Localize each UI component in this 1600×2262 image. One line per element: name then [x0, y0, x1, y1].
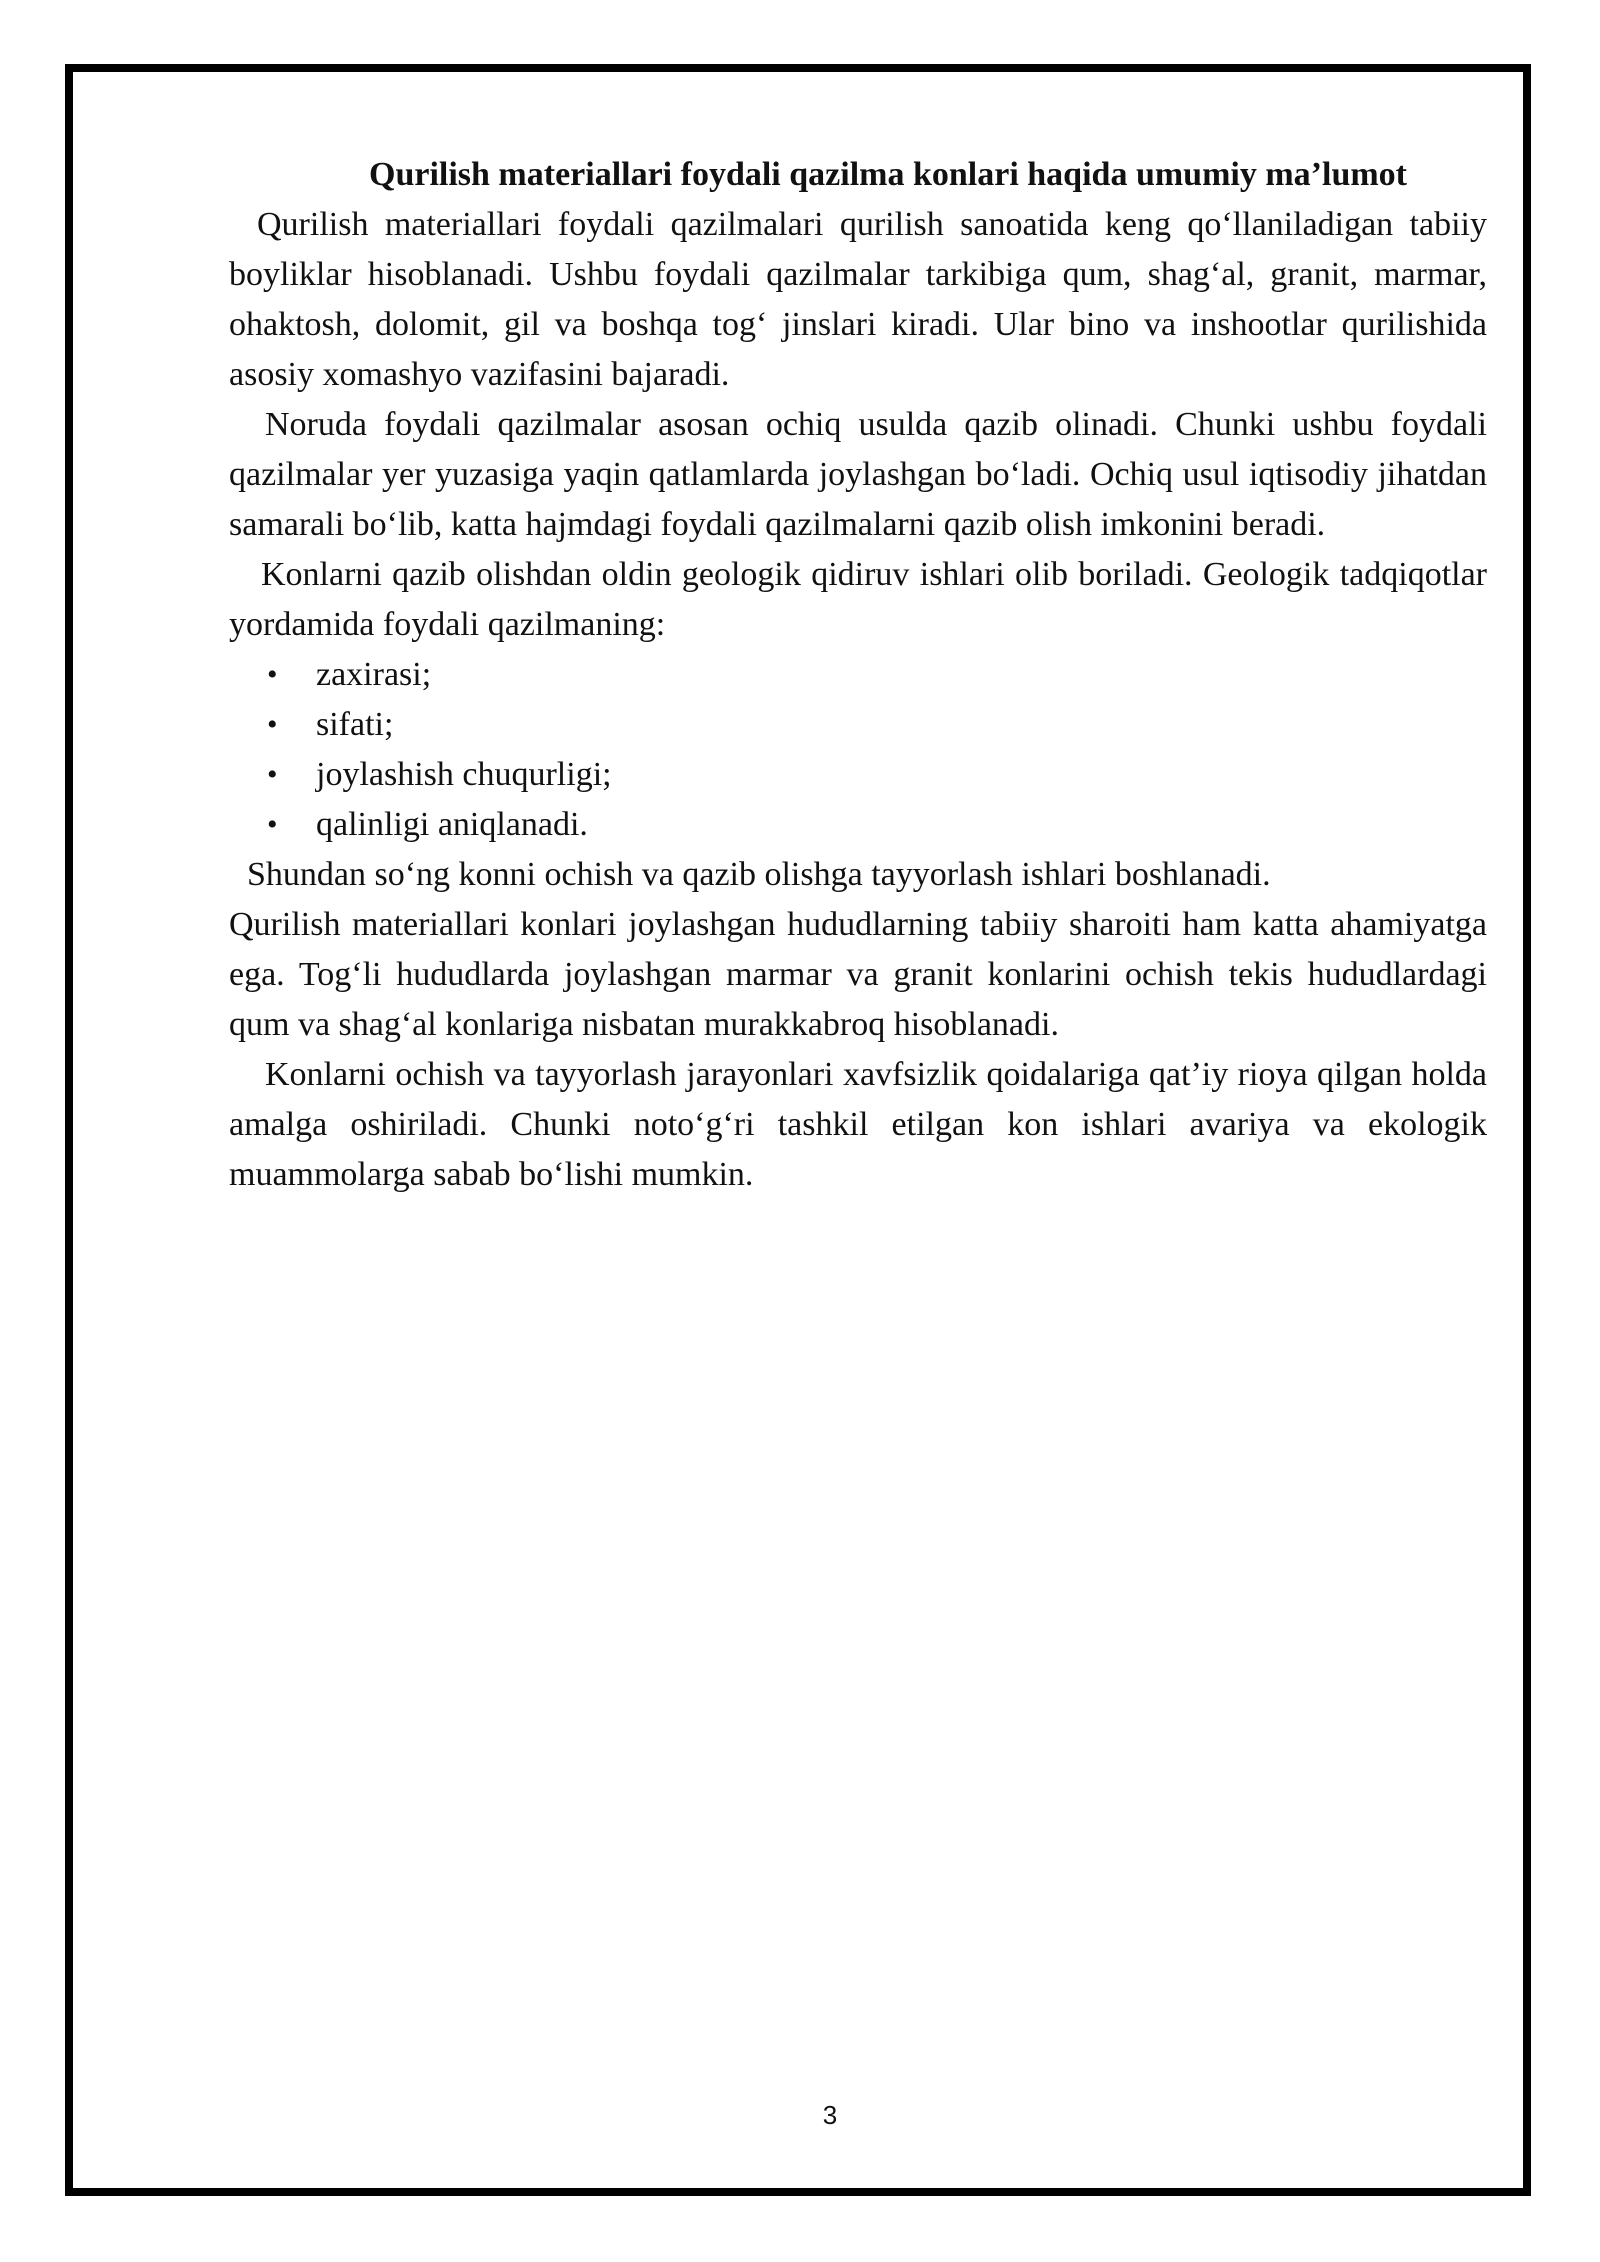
bullet-icon: • [267, 808, 278, 841]
list-item [229, 800, 1487, 850]
bullet-icon: • [267, 658, 278, 691]
page-number: 3 [822, 2100, 838, 2130]
bullet-list [229, 650, 1487, 850]
paragraph-terrain: Qurilish materiallari konlari joylashgan hududlarning tabiiy sharoiti ham katta ahamiyatga ega. Tog‘li hududlarda joylashgan marmar va granit konlarini ochish tekis hududlardagi qum va shag‘al konlariga nisbatan murakkabroq hisoblanadi. [229, 906, 1487, 1043]
paragraph-geology: Konlarni qazib olishdan oldin geologik qidiruv ishlari olib boriladi. Geologik tadqiqotlar yordamida foydali qazilmaning: [229, 556, 1487, 643]
paragraph-next-steps: Shundan so‘ng konni ochish va qazib olishga tayyorlash ishlari boshlanadi. [247, 856, 1271, 893]
list-item [229, 750, 1487, 800]
list-item-text: sifati; [316, 706, 394, 743]
list-item [229, 650, 1487, 700]
list-item-text: joylashish chuqurligi; [316, 756, 612, 793]
document-body [229, 150, 1487, 1200]
document-title: Qurilish materiallari foydali qazilma konlari haqida umumiy ma’lumot [369, 156, 1407, 193]
paragraph-open-pit: Noruda foydali qazilmalar asosan ochiq usulda qazib olinadi. Chunki ushbu foydali qazilmalar yer yuzasiga yaqin qatlamlarda joylashgan bo‘ladi. Ochiq usul iqtisodiy jihatdan samarali bo‘lib, katta hajmdagi foydali qazilmalarni qazib olish imkonini beradi. [229, 406, 1487, 543]
list-item-text: zaxirasi; [316, 656, 432, 693]
list-item-text: qalinligi aniqlanadi. [316, 806, 588, 843]
paragraph-safety: Konlarni ochish va tayyorlash jarayonlari xavfsizlik qoidalariga qat’iy rioya qilgan holda amalga oshiriladi. Chunki noto‘g‘ri tashkil etilgan kon ishlari avariya va ekologik muammolarga sabab bo‘lishi mumkin. [229, 1056, 1487, 1193]
paragraph-intro: Qurilish materiallari foydali qazilmalari qurilish sanoatida keng qo‘llaniladigan tabiiy boyliklar hisoblanadi. Ushbu foydali qazilmalar tarkibiga qum, shag‘al, granit, marmar, ohaktosh, dolomit, gil va boshqa tog‘ jinslari kiradi. Ular bino va inshootlar qurilishida asosiy xomashyo vazifasini bajaradi. [229, 206, 1487, 393]
bullet-icon: • [267, 758, 278, 791]
list-item [229, 700, 1487, 750]
bullet-icon: • [267, 708, 278, 741]
